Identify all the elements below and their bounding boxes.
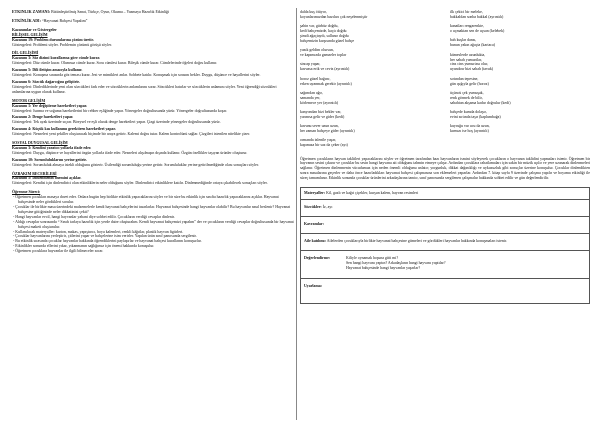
poem-stanza xyxy=(450,91,590,106)
poem-stanza xyxy=(300,10,440,20)
poem-stanza xyxy=(450,110,590,120)
process-step-text: Kullanılacak materyaller: karton, makas, yapıştırıcı, boya kalemleri, renkli kâğıtlar, plastik hayvan figürleri. xyxy=(15,229,184,234)
materials-label: Materyaller: xyxy=(304,191,326,196)
bullet-dash: - xyxy=(13,244,16,249)
process-step-text: Çocuklar hayvanlarını yerleştirir, çitlerini yapar ve bahçelerine isim verirler. Yapılan ürün sınıf panosunda sergilenir. xyxy=(15,234,197,239)
outcome-indicators: Göstergeleri: Problemi söyler. Problemin çözümü görüşü söyler. xyxy=(12,42,112,47)
poem-line: kavunu sever uzun uzun, xyxy=(300,124,339,129)
right-column xyxy=(300,10,590,420)
process-step xyxy=(12,205,294,215)
adaptation-row xyxy=(301,279,589,303)
poem-line: o uçmaktan sen de uçsan (kelebek) xyxy=(450,29,505,34)
poem-line: horoz güzel bağırır, xyxy=(300,76,331,81)
outcome-indicators: Göstergeleri: Nesneleri yeni şekiller oluşturacak biçimde bir araya getirir. Kalemi doğru tutar. Kalem kontrolünü sağlar. Çizgileri istenilen nitelikte çizer. xyxy=(12,132,251,137)
poem-line: sincap yapar, xyxy=(300,62,321,67)
domain-title: DİL GELİŞİMİ xyxy=(12,51,39,56)
outcome-indicators: Göstergeleri: Kendisi için dinlendirici olan etkinliklerin neler olduğunu söyler. Dinlendirici etkinliklere katılır. Dinlenmediğinde ortaya çıkabilecek sonuçları söyler. xyxy=(12,181,268,186)
domain-title: MOTOR GELİŞİM xyxy=(12,98,46,103)
process-step-text: Bu etkinlik sırasında çocuklar hayvanlar hakkında öğrendiklerini paylaşırlar ve hayvanat bahçesi kurallarını konuşurlar. xyxy=(15,239,202,244)
bullet-dash: - xyxy=(13,214,16,219)
poem-stanza xyxy=(300,24,440,44)
poem-stanza xyxy=(300,138,440,148)
domain-title: SOSYAL DUYGUSAL GELİŞİM xyxy=(12,141,68,146)
poem-stanza xyxy=(300,77,440,87)
domain-title: ÖZBAKIM BECERİLERİ xyxy=(12,171,57,176)
poem-line: dalda kuş ötüyor, xyxy=(300,10,327,14)
column-divider xyxy=(296,8,297,420)
outcome-title: Kazanım 5: Dinlenmenin önemini açıklar. xyxy=(12,176,82,181)
left-column xyxy=(12,10,294,420)
process-step-text: Aldığı cevaplar sonrasında “ Sınıfı tarlaya hazırlık için yerde daire oluşturalım. Kendi hayvanat bahçemizi yapalım” der ve çocukların verdiği cevaplar doğrultusunda bir hayvanat bahçesi maketi oluşturulur. xyxy=(15,219,294,229)
poem-stanza xyxy=(450,77,590,87)
process-list xyxy=(12,195,294,254)
poem-line: her zaman bahçeye gider (ayrıntılı) xyxy=(300,129,355,134)
poem-line: şahin var, gürbüz doğdu, xyxy=(300,24,339,29)
poem-column-left xyxy=(300,10,440,153)
bullet-dash: - xyxy=(13,234,16,239)
poem-line: kedi bahçemizde, kaçtı doğdu xyxy=(300,29,347,34)
poem-line: bahçemizin karşısında güzel bahçe xyxy=(300,38,355,43)
poem-stanza xyxy=(450,124,590,134)
poem-line: uyandırır bizi sabah (tavuk) xyxy=(450,67,494,72)
poem-line: samanda yer, xyxy=(300,95,321,100)
outcome-indicators: Göstergeleri: Dinlediklerinde yeni olan sözcükleri fark eder ve sözcüklerin anlamlarını sorar. Sözcükleri hatırlar ve sözcüklerin anlamını söyler. Yeni öğrendiği sözcükleri anlamlarına uygun olarak kullanır. xyxy=(12,84,277,94)
process-title: Öğrenme Süreci: xyxy=(12,190,41,195)
poem-line: yarımsa gelir ve gider (kedi) xyxy=(300,114,345,119)
process-step xyxy=(12,220,294,230)
evaluation-row xyxy=(301,251,589,280)
process-step-text: Öğretmen çocuklara hayvanlar ile ilgili bilmeceler sorar. xyxy=(15,249,104,254)
poem-stanza xyxy=(450,53,590,73)
plan-table xyxy=(300,187,590,304)
evaluation-question: Sen hangi hayvanı yaptın? Arkadaşların hangi hayvanı yaptılar? xyxy=(346,260,446,265)
process-step-text: Öğretmen çocukları masaya davet eder. Onlara bugün hep birlikte etkinlik yapacaklarını söyler ve bir süre bu etkinlik için sınıfta hazırlık yapacaklarını açıklar. Hayvanat bahçesinde neler gördükleri sorulur. xyxy=(15,195,279,205)
outcomes-title: Kazanımlar ve Göstergeler xyxy=(12,27,57,32)
poem-line: ve kapımızda gamzeler toplar xyxy=(300,53,347,58)
poem-line: koyunlarımızdan bazıları çok neşelenmiştir xyxy=(300,14,368,19)
poem-line: gün ışığıyla gelir (horoz) xyxy=(450,81,489,86)
poem-line: bunun yakın ağaçta (kartaca) xyxy=(450,43,496,48)
outcome-indicators: Göstergeleri: Tek ayak üzerinde sıçrar. Bireysel ve eşli olarak denge hareketleri yapar. Çizgi üzerinde yönergeler doğrultusunda yürür. xyxy=(12,120,221,125)
poem-line: kümeslerde uzunlukta, xyxy=(450,52,486,57)
activity-time-value: Bütünleştirilmiş Sanat, Türkçe, Oyun, Okuma – Yazmaya Hazırlık Etkinliği xyxy=(51,10,170,14)
poem-riddles xyxy=(300,10,590,153)
poem-line: bakkaldan sonba bakkal (ayrıntılı) xyxy=(450,14,504,19)
poem-line: kanatları rengarenkte, xyxy=(450,24,484,29)
poem-line: kavuzsa erik ve ceviz (ayrıntılı) xyxy=(300,67,350,72)
process-step-text: Etkinlikler sonunda ellerini yıkar, yıkanmanın sağlığımız için önemi hakkında konuşulur. xyxy=(15,244,155,249)
outcome-title: Kazanım 5: Dili iletişim amacıyla kullanır. xyxy=(12,68,83,73)
outcome-title: Kazanım 6: Sözcük dağarcığını geliştirir. xyxy=(12,79,80,84)
poem-line: erken uyanmak gerekir (ayrıntılı) xyxy=(300,81,352,86)
adaptation-label: Uyarlama: xyxy=(304,284,322,289)
family-row xyxy=(301,234,589,251)
process-step xyxy=(12,249,294,254)
poem-line: körlemece yer (ayrıntılı) xyxy=(300,100,339,105)
closing-paragraph: Öğretmen çocukların hayvan taklitleri yapacaklarını söyler ve öğretmen tarafından bazı hayvanların ismini söyleyerek çocukların o hayvanın taklidini yapmaları istenir. Öğretmen bir hayvanın sesini çıkarır ve çocuklar bu sesin hangi hayvana ait olduğunu tahmin etmeye çalışır. Ardından çocuklara rahatlamaları için sakin bir müzik açılır ve yere uzanarak dinlenmeleri sağlanır. Öğretmen dinlenmenin vücudumuz için neden önemli olduğunu anlatır; yorgunluk, dikkat dağınıklığı ve uykusuzluk gibi sonuçlar üzerine konuşulur. Çocuklar dinlendikten sonra masalarına geçerler ve daha önce hazırladıkları hayvanat bahçesi çalışmasına son eklemeleri yaparlar. Ardından 7. kitap sayfa 9 üzerinde çalışma yapılır ve boyama etkinliği ile süreç tamamlanır. Etkinlik sonunda çocuklar ürünlerini arkadaşlarına tanıtır, sınıf panosunda sergilenen çalışmalar hakkında sohbet edilir ve gün değerlendirilir. xyxy=(300,156,590,181)
family-label: Aile katılımı: xyxy=(304,238,326,243)
bullet-dash: - xyxy=(13,249,16,254)
poem-line: bahçede kumda dolaşır, xyxy=(450,109,487,114)
vocabulary-row xyxy=(301,200,589,217)
poem-line: kapımıza bir saz da çeker (ayı) xyxy=(300,143,348,148)
outcome-title: Kazanım 10: Sorumluluklarını yerine getirir. xyxy=(12,157,87,162)
outcome-indicators: Göstergeleri: Isınma ve soğuma hareketlerini bir rehber eşliğinde yapar. Yönergeler doğrultusunda yürür. Yönergeler doğrultusunda koşar. xyxy=(12,108,228,113)
concepts-label: Kavramlar: xyxy=(304,221,324,226)
outcome-title: Kazanım 19: Problem durumlarına çözüm üretir. xyxy=(12,37,94,42)
outcome-indicators: Göstergeleri: Sorumluluk almaya istekli olduğunu gösterir. Üstlendiği sorumluluğu yerine getirir. Sorumluluklar yerine getirilmediğinde olası sonuçları söyler. xyxy=(12,162,259,167)
process-step xyxy=(12,195,294,205)
poem-line: kanyondan bizi bekler var, xyxy=(300,109,342,114)
poem-stanza xyxy=(450,24,590,34)
concepts-row xyxy=(301,217,589,234)
poem-line: ormanda izlenile yaşar, xyxy=(300,138,337,143)
outcome-title: Kazanım 4: Küçük kas kullanımı gerektiren hareketleri yapar. xyxy=(12,127,116,132)
poem-stanza xyxy=(300,48,440,58)
process-step-text: Hangi hayvanlar evcil, hangi hayvanlar yabani diye sohbet edilir. Çocukların verdiği cevaplar dinlenir. xyxy=(15,214,175,219)
activity-time-label: ETKİNLİK ZAMANI: xyxy=(12,10,51,14)
evaluation-question: Hayvanat bahçesinde hangi hayvanlar yaşarlar? xyxy=(346,265,421,270)
bullet-dash: - xyxy=(13,205,16,209)
materials-row xyxy=(301,188,589,200)
poem-stanza xyxy=(300,62,440,72)
domain-title: BİLİŞSEL GELİŞİM xyxy=(12,32,48,37)
poem-line: kuyruğu var ucu da uzun, xyxy=(450,124,490,129)
poem-line: renk görmek de bilir, xyxy=(450,95,483,100)
poem-column-right xyxy=(450,10,590,153)
vocabulary-value: İz, ayı xyxy=(322,204,333,209)
process-step-text: Çocuklar ile birlikte masa üzerindeki malzemelerle kendi hayvanat bahçelerini tasarlarlar. Hayvanat bahçesinde hangi hayvanlar olabilir? Bu hayvanlar nasıl beslenir? Hayvanat bahçesine gittiğinizde neler dikkatinizi çekti? xyxy=(15,205,291,214)
poem-line: her sabah yumurtlar, xyxy=(450,57,482,62)
poem-stanza xyxy=(450,38,590,48)
outcome-indicators: Göstergeleri: Düz cümle kurar. Olumsuz cümle kurar. Soru cümlesi kurar. Bileşik cümle kurar. Cümlelerinde öğeleri doğru kullanır. xyxy=(12,61,218,66)
poem-stanza xyxy=(300,110,440,120)
poem-stanza xyxy=(300,91,440,106)
poem-line: cins cins yumurtası olur, xyxy=(450,62,489,67)
poem-line: sırtından tepesine, xyxy=(450,76,479,81)
bullet-dash: - xyxy=(13,219,16,224)
poem-line: ilk çekici bir meleke, xyxy=(450,10,483,14)
outcome-title: Kazanım 3: Söz dizimi kurallarına göre cümle kurar. xyxy=(12,56,100,61)
poem-line: kırmızı ise hoş (ayrıntılı) xyxy=(450,129,489,134)
vocabulary-label: Sözcükler: xyxy=(304,204,322,209)
poem-line: evini sırtında taşır (kaplumbağa) xyxy=(450,114,501,119)
poem-line: bah kuşlar dansı, xyxy=(450,38,477,43)
poem-line: sabahtan akşama kadar doğrulur (kedi) xyxy=(450,100,511,105)
poem-stanza xyxy=(450,10,590,20)
evaluation-questions xyxy=(346,256,446,271)
activity-name-value: “Hayvanat Bahçesi Yapalım” xyxy=(41,18,88,23)
outcome-title: Kazanım 3: Kendini yaratıcı yollarla ifade eder. xyxy=(12,145,92,150)
poem-stanza xyxy=(300,124,440,134)
bullet-dash: - xyxy=(13,229,16,234)
poem-line: sağımdan ağır, xyxy=(300,90,323,95)
outcome-indicators: Göstergeleri: Duygu, düşünce ve hayallerini özgün yollarla ifade eder. Nesneleri alışılmışın dışında kullanır. Özgün özellikler taşıyan ürünler oluşturur. xyxy=(12,150,248,155)
evaluation-question: Kiliyle oynamak hoşuna gitti mi? xyxy=(346,255,399,260)
evaluation-label: Değerlendirme: xyxy=(304,255,331,260)
outcome-title: Kazanım 1: Yer değiştirme hareketleri yapar. xyxy=(12,103,87,108)
family-value: Ailelerden çocuklarıyla birlikte hayvanat bahçesine gitmeleri ve gördükleri hayvanlar hakkında konuşmaları istenir. xyxy=(326,238,507,243)
activity-name-label: ETKİNLİK ADI: xyxy=(12,18,41,23)
bullet-dash: - xyxy=(13,195,16,200)
outcome-title: Kazanım 2: Denge hareketleri yapar. xyxy=(12,115,74,120)
materials-value: Kil, gazlı ve kağıt çiçekler, kurşun kalem, hayvan resimleri xyxy=(326,191,419,196)
poem-line: yazık geldim olursun, xyxy=(300,48,334,53)
bullet-dash: - xyxy=(13,239,16,244)
poem-line: şimdi ağaçtaydı, sallanır doğdu xyxy=(300,34,349,39)
poem-line: üçüncü çek yumuşak, xyxy=(450,90,484,95)
outcome-indicators: Göstergeleri: Konuşma sırasında göz teması kurar. Jest ve mimikleri anlar. Sohbete katılır. Konuşmak için sırasını bekler. Duygu, düşünce ve hayallerini söyler. xyxy=(12,73,261,78)
